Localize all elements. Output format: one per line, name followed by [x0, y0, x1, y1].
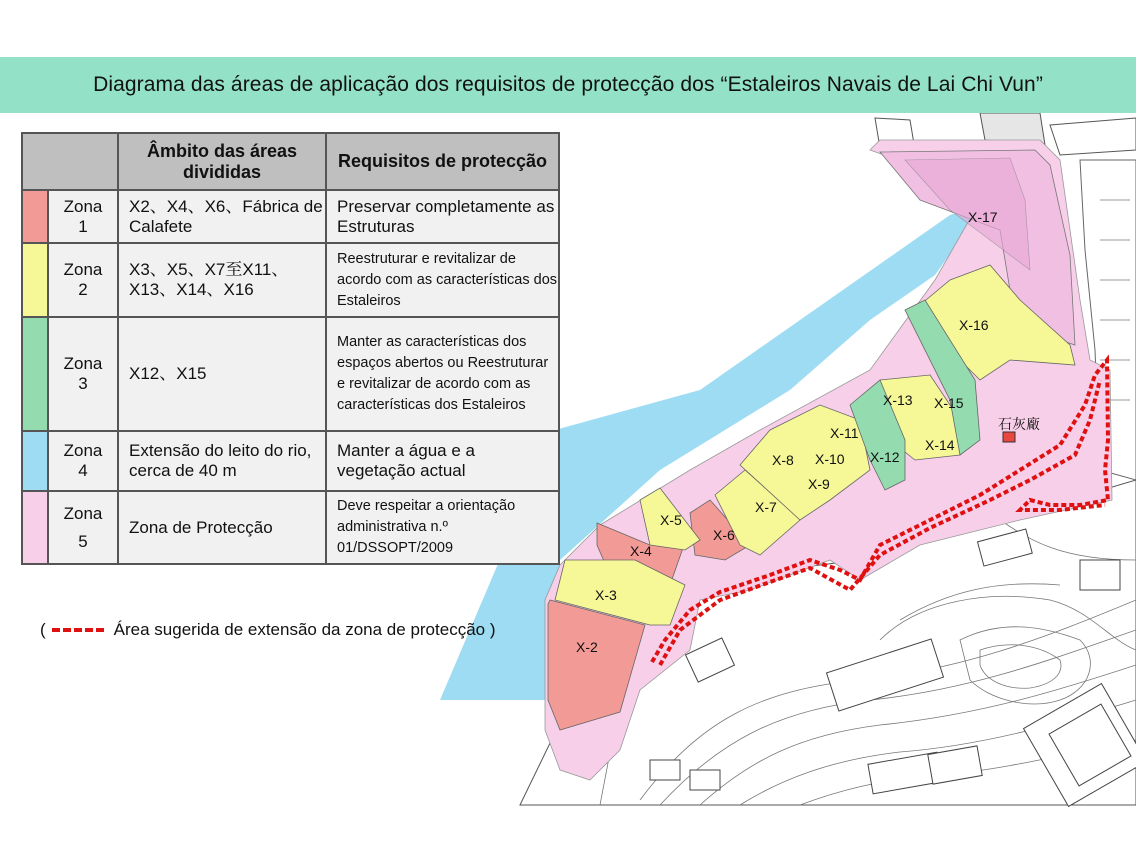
extension-note-open-paren: (: [40, 620, 46, 639]
legend-row-zona2: [22, 243, 559, 317]
label-x9: X-9: [808, 476, 830, 492]
zona4-label: Zona 4: [48, 431, 118, 491]
zona2-swatch: [22, 243, 48, 317]
zona1-swatch: [22, 190, 48, 243]
zona5-label: Zona 5: [48, 491, 118, 564]
legend-row-zona1: [22, 190, 559, 243]
legend-header-scope: Âmbito das áreas divididas: [118, 133, 326, 190]
label-x13: X-13: [883, 392, 913, 408]
label-lime-kiln: 石灰廠: [998, 416, 1040, 432]
label-x12: X-12: [870, 449, 900, 465]
label-x3: X-3: [595, 587, 617, 603]
legend-header-blank: [22, 133, 118, 190]
legend-row-zona4: [22, 431, 559, 491]
zona2-requirements: Reestruturar e revitalizar de acordo com as características dos Estaleiros: [326, 243, 559, 317]
label-x6: X-6: [713, 527, 735, 543]
label-x5: X-5: [660, 512, 682, 528]
label-x2: X-2: [576, 639, 598, 655]
label-x8: X-8: [772, 452, 794, 468]
legend-table: [21, 132, 560, 565]
zona3-label: Zona 3: [48, 317, 118, 431]
label-x14: X-14: [925, 437, 955, 453]
zona3-requirements: Manter as características dos espaços abertos ou Reestruturar e revitalizar de acordo com as características dos Estaleiros: [326, 317, 559, 431]
label-x7: X-7: [755, 499, 777, 515]
legend-row-zona5: [22, 491, 559, 564]
label-x10: X-10: [815, 451, 845, 467]
extension-note-text: Área sugerida de extensão da zona de protecção ): [113, 620, 496, 639]
zona4-swatch: [22, 431, 48, 491]
label-x15: X-15: [934, 395, 964, 411]
zona1-requirements: Preservar completamente as Estruturas: [326, 190, 559, 243]
title-banner: [0, 57, 1136, 113]
zona2-label: Zona 2: [48, 243, 118, 317]
legend-row-zona3: [22, 317, 559, 431]
legend-header-requirements: Requisitos de protecção: [326, 133, 559, 190]
zona4-requirements: Manter a água e a vegetação actual: [326, 431, 559, 491]
zona2-scope: X3、X5、X7至X11、X13、X14、X16: [118, 243, 326, 317]
zona5-requirements: Deve respeitar a orientação administrativa n.º 01/DSSOPT/2009: [326, 491, 559, 564]
legend-header-row: [22, 133, 559, 190]
zona4-scope: Extensão do leito do rio, cerca de 40 m: [118, 431, 326, 491]
zona1-label: Zona 1: [48, 190, 118, 243]
zona5-scope: Zona de Protecção: [118, 491, 326, 564]
zona1-scope: X2、X4、X6、Fábrica de Calafete: [118, 190, 326, 243]
extension-note: [40, 620, 495, 640]
page-title: Diagrama das áreas de aplicação dos requisitos de protecção dos “Estaleiros Navais de Lai Chi Vun”: [93, 73, 1043, 96]
label-x16: X-16: [959, 317, 989, 333]
label-x17: X-17: [968, 209, 998, 225]
zona3-scope: X12、X15: [118, 317, 326, 431]
lime-kiln-marker: [1003, 432, 1015, 442]
label-x11: X-11: [830, 425, 859, 441]
zona3-swatch: [22, 317, 48, 431]
red-dashed-line-icon: [52, 628, 104, 632]
zona5-swatch: [22, 491, 48, 564]
label-x4: X-4: [630, 543, 652, 559]
